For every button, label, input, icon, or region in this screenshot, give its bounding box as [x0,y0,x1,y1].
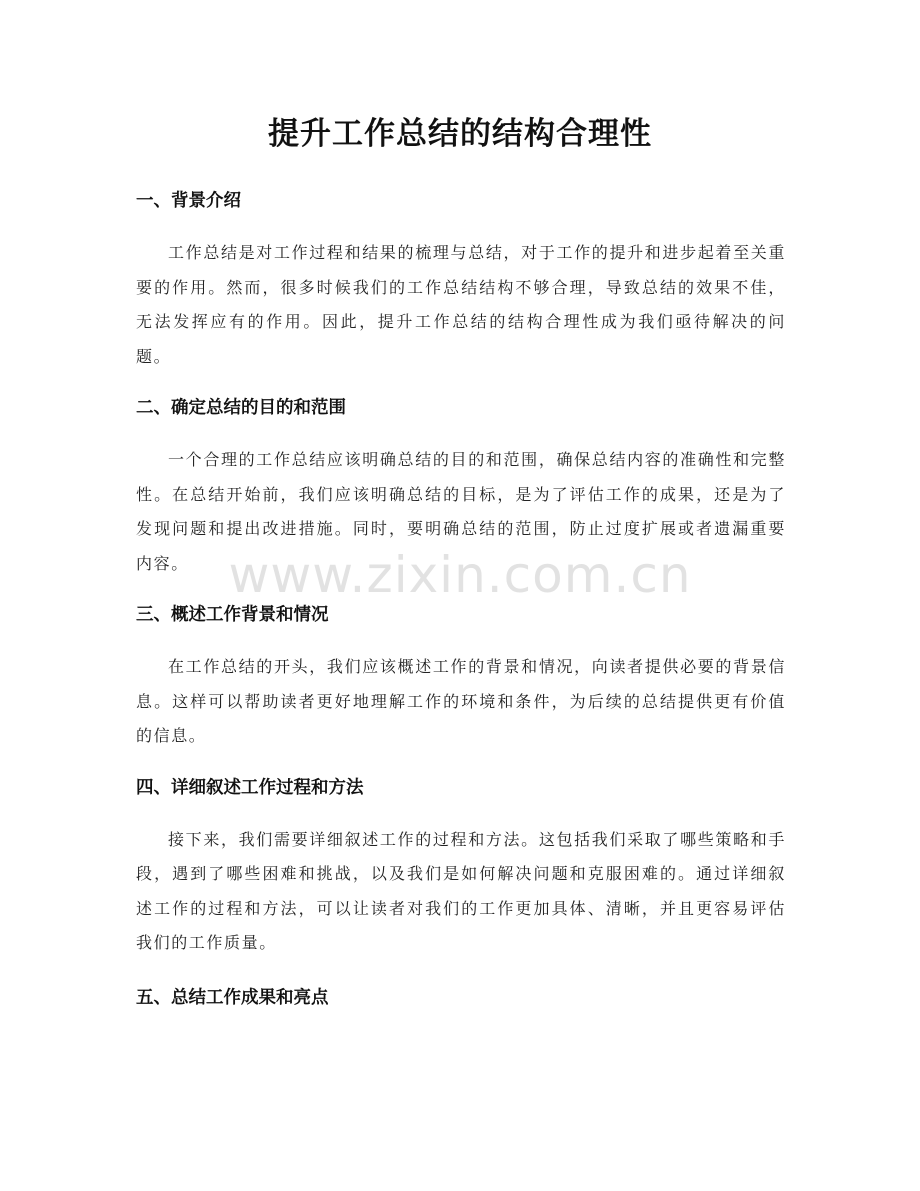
section-paragraph-work-context: 在工作总结的开头，我们应该概述工作的背景和情况，向读者提供必要的背景信息。这样可以帮助读者更好地理解工作的环境和条件，为后续的总结提供更有价值的信息。 [136,657,786,745]
section-paragraph-process-methods: 接下来，我们需要详细叙述工作的过程和方法。这包括我们采取了哪些策略和手段，遇到了哪些困难和挑战，以及我们是如何解决问题和克服困难的。通过详细叙述工作的过程和方法，可以让读者对我们的工作更加具体、清晰，并且更容易评估我们的工作质量。 [136,829,786,952]
section-heading-process-methods: 四、详细叙述工作过程和方法 [136,777,364,798]
section-paragraph-purpose-scope: 一个合理的工作总结应该明确总结的目的和范围，确保总结内容的准确性和完整性。在总结开始前，我们应该明确总结的目标，是为了评估工作的成果，还是为了发现问题和提出改进措施。同时，要明确总结的范围，防止过度扩展或者遗漏重要内容。 [136,450,786,573]
section-heading-background: 一、背景介绍 [136,191,241,211]
section-paragraph-background: 工作总结是对工作过程和结果的梳理与总结，对于工作的提升和进步起着至关重要的作用。然而，很多时候我们的工作总结结构不够合理，导致总结的效果不佳，无法发挥应有的作用。因此，提升工作总结的结构合理性成为我们亟待解决的问题。 [136,243,786,366]
watermark-text: www.zixin.com.cn [228,546,692,604]
section-heading-work-context: 三、概述工作背景和情况 [136,605,329,625]
document-title: 提升工作总结的结构合理性 [268,116,652,152]
document-body [136,186,786,1013]
section-heading-results-highlights: 五、总结工作成果和亮点 [136,987,329,1008]
section-heading-purpose-scope: 二、确定总结的目的和范围 [136,398,346,418]
